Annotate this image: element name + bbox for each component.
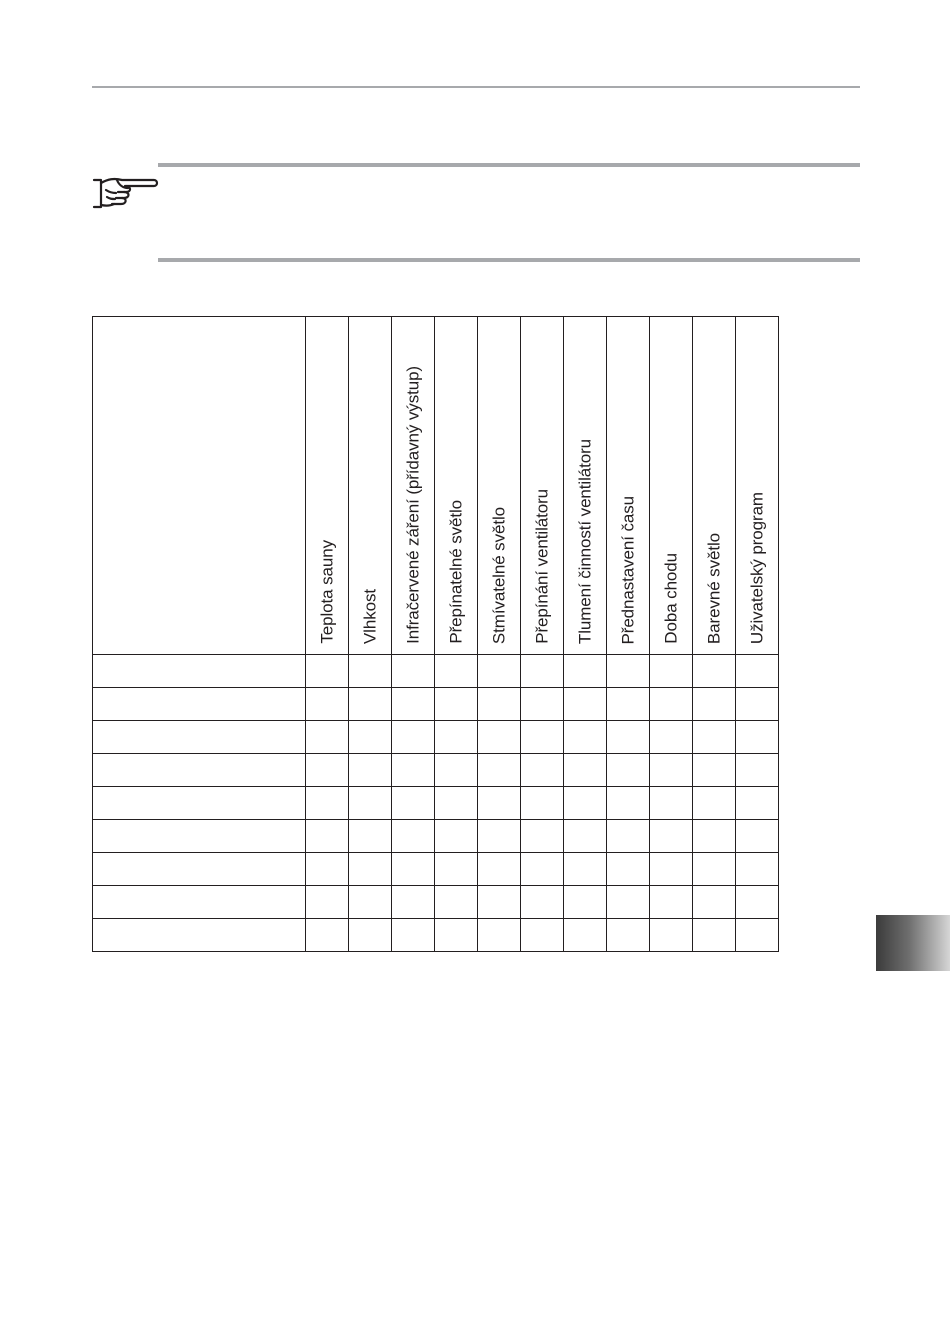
table-cell xyxy=(564,853,607,886)
table-cell xyxy=(693,688,736,721)
table-cell xyxy=(349,754,392,787)
table-cell xyxy=(521,886,564,919)
table-cell xyxy=(306,721,349,754)
table-cell xyxy=(478,688,521,721)
table-cell xyxy=(392,655,435,688)
row-label-cell xyxy=(93,787,306,820)
column-header xyxy=(607,317,650,655)
column-header xyxy=(306,317,349,655)
table-row xyxy=(93,787,779,820)
table-row xyxy=(93,754,779,787)
table-cell xyxy=(693,754,736,787)
table-cell xyxy=(607,919,650,952)
table-cell xyxy=(564,754,607,787)
table-cell xyxy=(650,688,693,721)
column-header xyxy=(650,317,693,655)
row-label-cell xyxy=(93,721,306,754)
table-cell xyxy=(435,655,478,688)
table-cell xyxy=(435,721,478,754)
table-cell xyxy=(435,820,478,853)
table-cell xyxy=(478,754,521,787)
column-header xyxy=(736,317,779,655)
table-cell xyxy=(650,919,693,952)
table-body xyxy=(93,655,779,952)
table-cell xyxy=(435,853,478,886)
table-cell xyxy=(693,787,736,820)
table-cell xyxy=(736,688,779,721)
table-cell xyxy=(349,919,392,952)
table-cell xyxy=(349,655,392,688)
table-cell xyxy=(607,655,650,688)
pointing-hand-icon xyxy=(92,174,160,212)
table-cell xyxy=(650,853,693,886)
table-cell xyxy=(607,754,650,787)
column-header-label: Teplota sauny xyxy=(317,540,337,644)
table-cell xyxy=(349,721,392,754)
feature-table xyxy=(92,316,779,952)
table-cell xyxy=(564,688,607,721)
table-cell xyxy=(607,688,650,721)
table-cell xyxy=(349,820,392,853)
table-cell xyxy=(736,919,779,952)
table-cell xyxy=(521,721,564,754)
table-cell xyxy=(650,886,693,919)
table-cell xyxy=(607,820,650,853)
table-cell xyxy=(435,886,478,919)
header-rule xyxy=(92,86,860,88)
table-cell xyxy=(478,853,521,886)
column-header-label: Stmívatelné světlo xyxy=(489,506,509,644)
table-cell xyxy=(349,787,392,820)
table-cell xyxy=(693,820,736,853)
table-cell xyxy=(392,754,435,787)
table-row xyxy=(93,688,779,721)
column-header xyxy=(349,317,392,655)
table-cell xyxy=(650,721,693,754)
row-label-cell xyxy=(93,853,306,886)
table-cell xyxy=(478,886,521,919)
table-cell xyxy=(306,655,349,688)
row-label-cell xyxy=(93,655,306,688)
table-row xyxy=(93,655,779,688)
table-cell xyxy=(521,688,564,721)
column-header-label: Doba chodu xyxy=(661,553,681,644)
table-row xyxy=(93,919,779,952)
row-label-cell xyxy=(93,886,306,919)
table-cell xyxy=(392,721,435,754)
row-label-cell xyxy=(93,754,306,787)
column-header-label: Infračervené záření (přídavný výstup) xyxy=(403,366,423,644)
row-label-cell xyxy=(93,919,306,952)
table-cell xyxy=(736,853,779,886)
column-header-label: Tlumení činností ventilátoru xyxy=(575,438,595,644)
table-cell xyxy=(392,688,435,721)
table-cell xyxy=(306,754,349,787)
table-cell xyxy=(693,853,736,886)
table-row xyxy=(93,721,779,754)
note-rule-top xyxy=(158,163,860,167)
table-cell xyxy=(607,721,650,754)
table-cell xyxy=(521,853,564,886)
table-cell xyxy=(478,721,521,754)
column-header xyxy=(392,317,435,655)
table-cell xyxy=(349,853,392,886)
table-cell xyxy=(521,919,564,952)
column-header-label: Přepínatelné světlo xyxy=(446,500,466,644)
table-cell xyxy=(306,919,349,952)
table-cell xyxy=(306,853,349,886)
column-header-label: Barevné světlo xyxy=(704,532,724,644)
table-cell xyxy=(392,919,435,952)
table-cell xyxy=(435,787,478,820)
column-header xyxy=(521,317,564,655)
table-cell xyxy=(435,754,478,787)
column-header xyxy=(478,317,521,655)
table-cell xyxy=(435,688,478,721)
column-header-label: Přednastavení času xyxy=(618,495,638,644)
table-cell xyxy=(564,919,607,952)
row-label-cell xyxy=(93,820,306,853)
table-cell xyxy=(521,754,564,787)
table-cell xyxy=(392,886,435,919)
table-cell xyxy=(564,655,607,688)
table-row xyxy=(93,820,779,853)
table-cell xyxy=(564,721,607,754)
table-cell xyxy=(736,787,779,820)
table-cell xyxy=(392,820,435,853)
table-cell xyxy=(650,655,693,688)
table-cell xyxy=(650,754,693,787)
table-cell xyxy=(650,820,693,853)
table-cell xyxy=(736,886,779,919)
table-cell xyxy=(693,655,736,688)
table-cell xyxy=(564,886,607,919)
table-cell xyxy=(736,721,779,754)
table-cell xyxy=(521,655,564,688)
table-cell xyxy=(306,787,349,820)
column-header xyxy=(564,317,607,655)
row-label-cell xyxy=(93,688,306,721)
table-cell xyxy=(392,853,435,886)
column-header xyxy=(435,317,478,655)
table-cell xyxy=(478,919,521,952)
header-row xyxy=(93,317,779,655)
table-cell xyxy=(693,886,736,919)
section-thumb-tab xyxy=(876,915,950,971)
table-row xyxy=(93,853,779,886)
column-header xyxy=(693,317,736,655)
table-row xyxy=(93,886,779,919)
table-cell xyxy=(693,721,736,754)
note-rule-bottom xyxy=(158,258,860,262)
table-cell xyxy=(306,820,349,853)
table-cell xyxy=(306,688,349,721)
table-cell xyxy=(650,787,693,820)
table-cell xyxy=(564,820,607,853)
table-cell xyxy=(736,754,779,787)
table-cell xyxy=(607,853,650,886)
corner-cell xyxy=(93,317,306,655)
table-cell xyxy=(306,886,349,919)
table-cell xyxy=(736,655,779,688)
column-header-label: Vlhkost xyxy=(360,588,380,644)
table-cell xyxy=(478,787,521,820)
table-cell xyxy=(607,886,650,919)
table-cell xyxy=(693,919,736,952)
column-header-label: Uživatelský program xyxy=(747,491,767,644)
column-header-label: Přepínání ventilátoru xyxy=(532,489,552,644)
table-cell xyxy=(736,820,779,853)
table-cell xyxy=(607,787,650,820)
table-cell xyxy=(349,886,392,919)
table-cell xyxy=(564,787,607,820)
table-cell xyxy=(478,820,521,853)
table-cell xyxy=(392,787,435,820)
table-cell xyxy=(349,688,392,721)
table-cell xyxy=(478,655,521,688)
table-cell xyxy=(521,820,564,853)
table-cell xyxy=(521,787,564,820)
table-cell xyxy=(435,919,478,952)
